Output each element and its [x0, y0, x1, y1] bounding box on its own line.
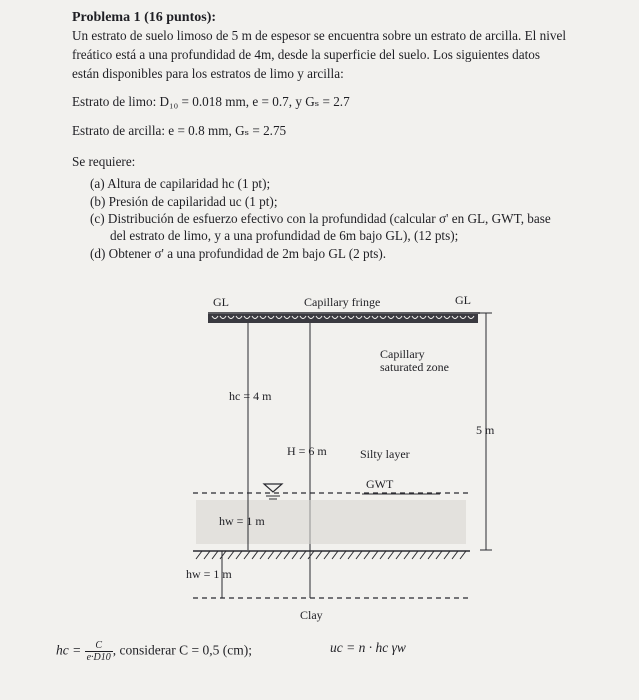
interface-hatch: [196, 551, 466, 559]
hw-upper-label: hw = 1 m: [219, 514, 265, 528]
clay-label: Clay: [300, 608, 323, 622]
hc-label: hc = 4 m: [229, 389, 272, 403]
intro-line-3: están disponibles para los estratos de limo y arcilla:: [72, 66, 344, 81]
saturated-zone-label: saturated zone: [380, 360, 449, 374]
gl-left-label: GL: [213, 295, 229, 309]
silty-layer-label: Silty layer: [360, 447, 410, 461]
hw-lower-label: hw = 1 m: [186, 567, 232, 581]
intro-line-1: Un estrato de suelo limoso de 5 m de espesor se encuentra sobre un estrato de arcilla. El nivel: [72, 28, 567, 43]
problem-title: Problema 1 (16 puntos):: [72, 10, 217, 25]
h-label: H = 6 m: [287, 444, 327, 458]
hc-formula-condition: , considerar C = 0,5 (cm);: [112, 642, 252, 658]
capillary-fringe-label: Capillary fringe: [304, 295, 381, 309]
item-a: (a) Altura de capilaridad hc (1 pt);: [90, 176, 271, 191]
gwt-label: GWT: [366, 477, 394, 491]
hc-formula: [56, 640, 252, 663]
water-table-symbol-icon: [264, 484, 282, 492]
item-d: (d) Obtener σ' a una profundidad de 2m bajo GL (2 pts).: [90, 246, 387, 261]
limo-data: Estrato de limo: D₁₀ = 0.018 mm, e = 0.7, y Gₛ = 2.7: [72, 94, 350, 109]
se-requiere: Se requiere:: [72, 154, 136, 169]
item-b: (b) Presión de capilaridad uc (1 pt);: [90, 194, 278, 209]
capillary-label: Capillary: [380, 347, 425, 361]
hc-fraction-denominator: e·D10: [86, 652, 111, 663]
hc-fraction-numerator: C: [85, 640, 113, 652]
item-c-continued: del estrato de limo, y a una profundidad de 6m bajo GL), (12 pts);: [110, 228, 459, 243]
uc-formula: uc = n · hc γw: [330, 640, 406, 655]
five-m-label: 5 m: [476, 423, 495, 437]
hc-formula-lhs: hc =: [56, 642, 82, 658]
hc-fraction: [85, 640, 113, 663]
item-c: (c) Distribución de esfuerzo efectivo con la profundidad (calcular σ' en GL, GWT, base: [90, 211, 551, 226]
gl-right-label: GL: [455, 293, 471, 307]
arcilla-data: Estrato de arcilla: e = 0.8 mm, Gₛ = 2.75: [72, 123, 287, 138]
intro-line-2: freático está a una profundidad de 4m, desde la superficie del suelo. Los siguientes datos: [72, 47, 541, 62]
